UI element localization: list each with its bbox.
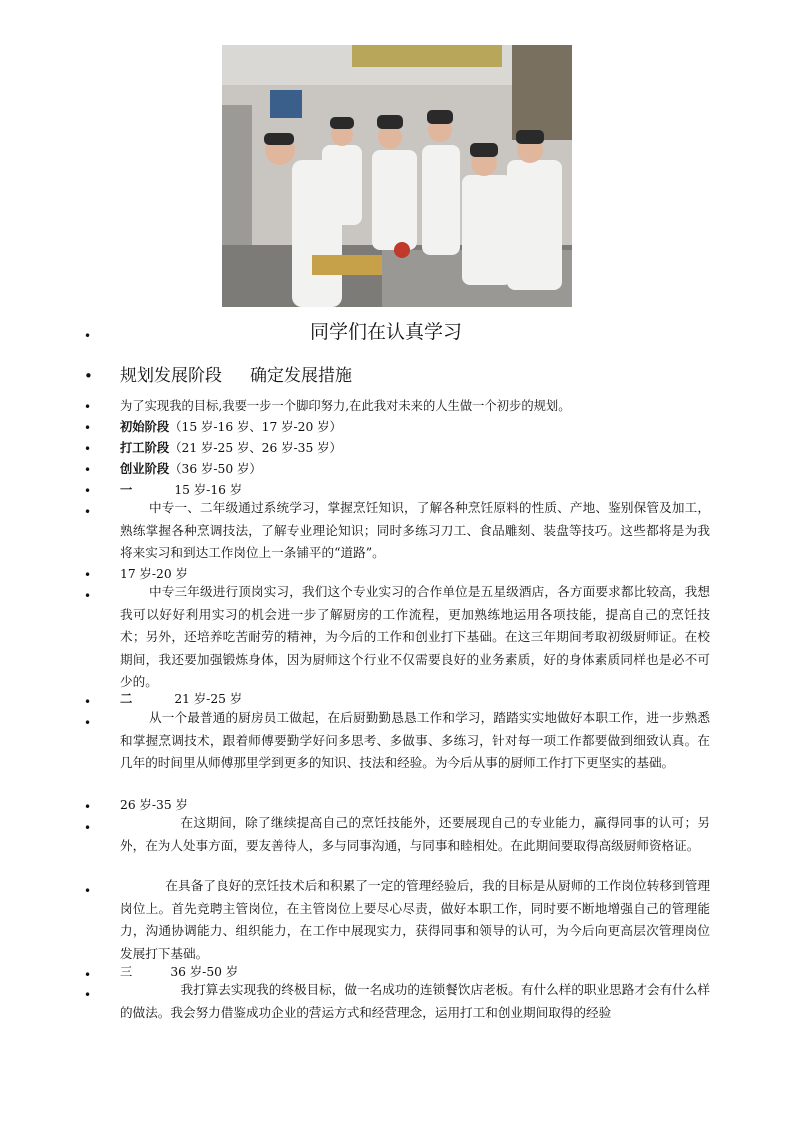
- bullet: •: [84, 463, 92, 477]
- bullet: •: [84, 329, 92, 343]
- kitchen-class-photo: [222, 45, 572, 307]
- bullet: •: [84, 589, 92, 603]
- bullet: •: [84, 421, 92, 435]
- bullet: •: [84, 400, 92, 414]
- subsection-number: 一: [120, 482, 133, 497]
- bullet: •: [84, 716, 92, 730]
- intro-text: 为了实现我的目标,我要一步一个脚印努力,在此我对未来的人生做一个初步的规划。: [120, 399, 571, 413]
- bullet: •: [84, 695, 92, 709]
- paragraph-1: 中专一、二年级通过系统学习，掌握烹饪知识，了解各种烹饪原料的性质、产地、鉴别保管及加工，熟练掌握各种烹调技法，了解专业理论知识；同时多练习刀工、食品雕刻、装盘等技巧。这些都将是为我将来实习和到达工作岗位上一条铺平的“道路”。: [120, 500, 710, 560]
- photo-illustration: [222, 45, 572, 307]
- stage-3-range: （36 岁-50 岁）: [169, 462, 262, 476]
- subsection-age: 15 岁-16 岁: [174, 483, 243, 497]
- stage-2-range: （21 岁-25 岁、26 岁-35 岁）: [169, 441, 342, 455]
- subsection-age: 21 岁-25 岁: [174, 692, 243, 706]
- paragraph-6: 我打算去实现我的终极目标，做一名成功的连锁餐饮店老板。有什么样的职业思路才会有什么样的做法。我会努力借鉴成功企业的营运方式和经营理念，运用打工和创业期间取得的经验: [120, 982, 710, 1020]
- bullet: •: [84, 442, 92, 456]
- bullet: •: [84, 568, 92, 582]
- age-17-20: 17 岁-20 岁: [120, 567, 188, 581]
- stage-2-line: [120, 438, 342, 458]
- bullet: •: [84, 367, 93, 385]
- paragraph-5: 在具备了良好的烹饪技术后和积累了一定的管理经验后，我的目标是从厨师的工作岗位转移到管理岗位上。首先竞聘主管岗位，在主管岗位上要尽心尽责，做好本职工作，同时要不断地增强自己的管理能力，沟通协调能力、组织能力，在工作中展现实力，获得同事和领导的认可，为今后向更高层次管理岗位发展打下基础。: [120, 878, 710, 961]
- bullet: •: [84, 800, 92, 814]
- subsection-2-heading: [120, 689, 242, 709]
- heading-left: 规划发展阶段: [120, 366, 222, 386]
- stage-1-line: [120, 417, 342, 437]
- bullet: •: [84, 968, 92, 982]
- paragraph-4: 在这期间，除了继续提高自己的烹饪技能外，还要展现自己的专业能力，赢得同事的认可；另外，在为人处事方面，要友善待人，多与同事沟通，与同事和睦相处。在此期间要取得高级厨师资格证。: [120, 815, 710, 853]
- bullet: •: [84, 821, 92, 835]
- subsection-age: 36 岁-50 岁: [170, 965, 239, 979]
- bullet: •: [84, 884, 92, 898]
- stage-3-line: [120, 459, 262, 479]
- subsection-number: 二: [120, 691, 133, 706]
- subsection-number: 三: [120, 965, 133, 979]
- stage-1-range: （15 岁-16 岁、17 岁-20 岁）: [169, 420, 342, 434]
- section-heading: [120, 364, 352, 388]
- photo-caption: 同学们在认真学习: [310, 321, 463, 343]
- bullet: •: [84, 484, 92, 498]
- paragraph-3: 从一个最普通的厨房员工做起，在后厨勤勤恳恳工作和学习，踏踏实实地做好本职工作，进一步熟悉和掌握烹调技术，跟着师傅要勤学好问多思考、多做事、多练习，针对每一项工作都要做到细致认真。在几年的时间里从师傅那里学到更多的知识、技法和经验。为今后从事的厨师工作打下更坚实的基础。: [120, 710, 710, 770]
- stage-1-label: 初始阶段: [120, 419, 170, 434]
- stage-2-label: 打工阶段: [120, 440, 170, 455]
- heading-right: 确定发展措施: [250, 366, 352, 386]
- bullet: •: [84, 505, 92, 519]
- stage-3-label: 创业阶段: [120, 461, 170, 476]
- bullet: •: [84, 988, 92, 1002]
- paragraph-2: 中专三年级进行顶岗实习，我们这个专业实习的合作单位是五星级酒店，各方面要求都比较高，我想我可以好好利用实习的机会进一步了解厨房的工作流程，更加熟练地运用各项技能，提高自己的烹饪技术；另外，还培养吃苦耐劳的精神，为今后的工作和创业打下基础。在这三年期间考取初级厨师证。在校期间，我还要加强锻炼身体，因为厨师这个行业不仅需要良好的业务素质，好的身体素质同样也是必不可少的。: [120, 584, 710, 689]
- age-26-35: 26 岁-35 岁: [120, 798, 188, 812]
